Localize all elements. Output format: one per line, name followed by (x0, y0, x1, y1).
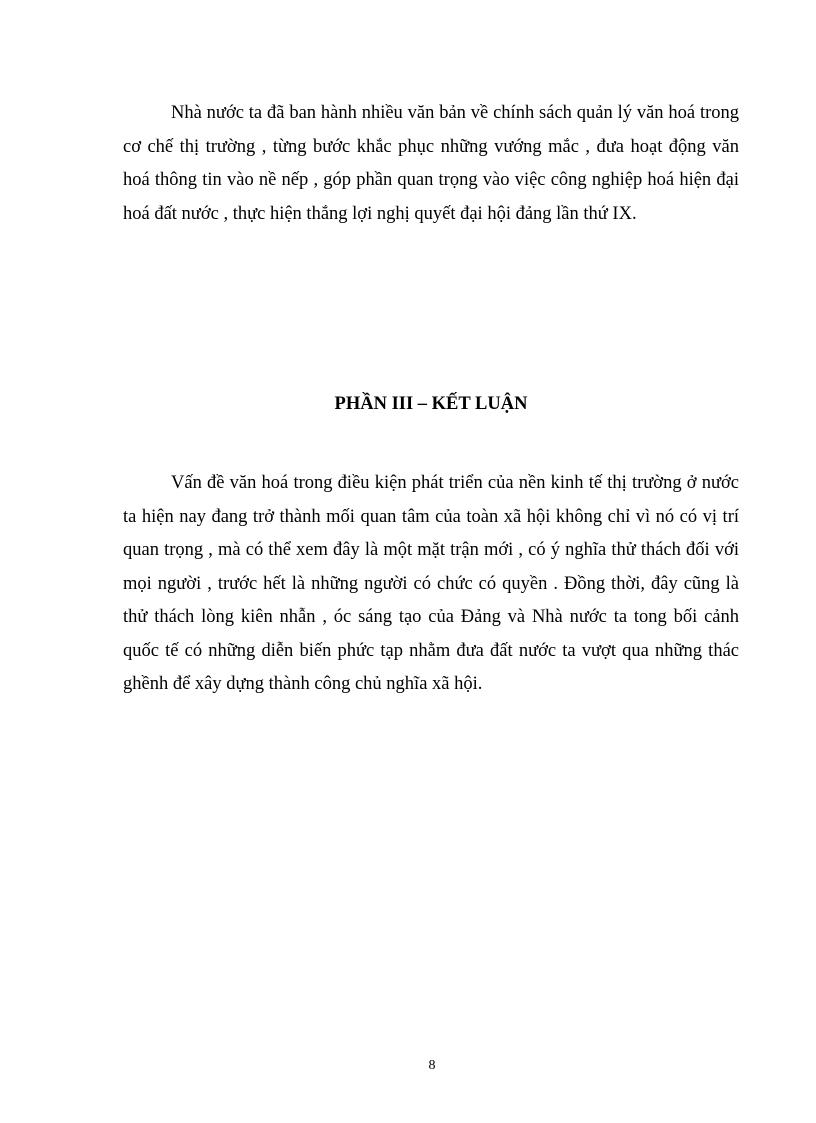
page-number: 8 (428, 1058, 436, 1073)
body-paragraph-intro: Nhà nước ta đã ban hành nhiều văn bản về chính sách quản lý văn hoá trong cơ chế thị trường , từng bước khắc phục những vướng mắc , đưa hoạt động văn hoá thông tin vào nề nếp , góp phần quan trọng vào việc công nghiệp hoá hiện đại hoá đất nước , thực hiện thắng lợi nghị quyết đại hội đảng lần thứ IX. (123, 103, 739, 224)
section-heading: PHẦN III – KẾT LUẬN (334, 394, 528, 414)
body-paragraph-conclusion: Vấn đề văn hoá trong điều kiện phát triển của nền kinh tế thị trường ở nước ta hiện nay đang trở thành mối quan tâm của toàn xã hội không chỉ vì nó có vị trí quan trọng , mà có thể xem đây là một mặt trận mới , có ý nghĩa thử thách đối với mọi người , trước hết là những người có chức có quyền . Đồng thời, đây cũng là thử thách lòng kiên nhẫn , óc sáng tạo của Đảng và Nhà nước ta tong bối cảnh quốc tế có những diễn biến phức tạp nhằm đưa đất nước ta vượt qua những thác ghềnh để xây dựng thành công chủ nghĩa xã hội. (123, 473, 739, 694)
